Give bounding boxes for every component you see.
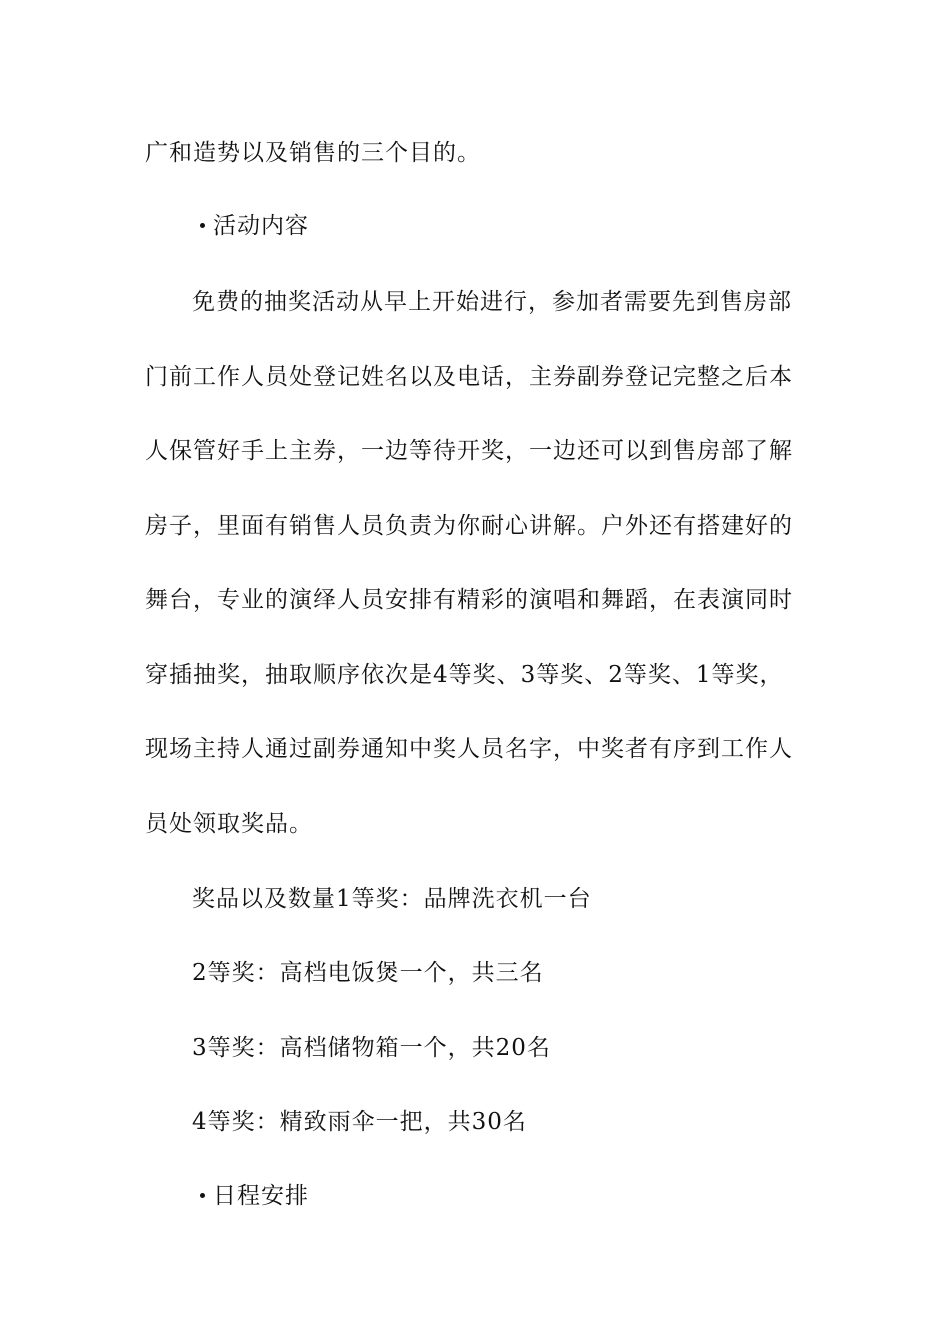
- activity-body-line: 舞台，专业的演绎人员安排有精彩的演唱和舞蹈，在表演同时: [145, 587, 793, 613]
- prize-line: 4等奖：精致雨伞一把，共30名: [192, 1109, 527, 1135]
- activity-body-line: 现场主持人通过副券通知中奖人员名字，中奖者有序到工作人: [145, 736, 793, 762]
- bullet-icon: [200, 223, 205, 228]
- prize-line: 2等奖：高档电饭煲一个，共三名: [192, 960, 544, 986]
- activity-body-line: 人保管好手上主券，一边等待开奖，一边还可以到售房部了解: [145, 438, 793, 464]
- prize-line: 3等奖：高档储物箱一个，共20名: [192, 1035, 551, 1061]
- activity-body-line: 员处领取奖品。: [145, 811, 313, 837]
- prize-line: 奖品以及数量1等奖：品牌洗衣机一台: [192, 886, 592, 912]
- section-heading-schedule: [200, 1181, 880, 1211]
- section-heading-activity-text: 活动内容: [213, 213, 309, 239]
- bullet-icon: [200, 1193, 205, 1198]
- activity-body-line: 穿插抽奖，抽取顺序依次是4等奖、3等奖、2等奖、1等奖，: [145, 662, 784, 688]
- section-heading-activity: [200, 211, 880, 241]
- activity-body-line: 房子，里面有销售人员负责为你耐心讲解。户外还有搭建好的: [145, 513, 793, 539]
- activity-body-line: 门前工作人员处登记姓名以及电话，主券副券登记完整之后本: [145, 364, 793, 390]
- section-heading-schedule-text: 日程安排: [213, 1183, 309, 1209]
- activity-body-line: 免费的抽奖活动从早上开始进行，参加者需要先到售房部: [192, 289, 792, 315]
- intro-tail-line: 广和造势以及销售的三个目的。: [145, 140, 481, 166]
